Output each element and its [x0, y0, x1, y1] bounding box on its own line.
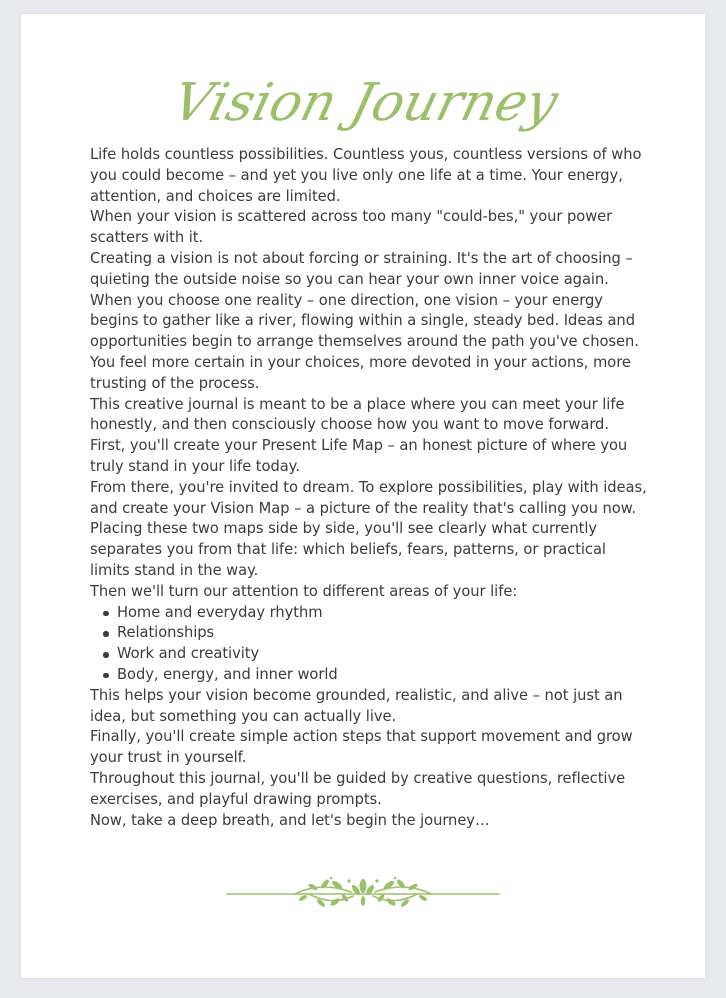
paragraph: From there, you're invited to dream. To explore possibilities, play with ideas, and create your Vision Map – a picture of the reality that's calling you now. Placing these two maps side by side, you'll see clearly what currently separates you from that life: which beliefs, fears, patterns, or practical limits stand in the way.: [90, 478, 647, 579]
list-item: Work and creativity: [117, 644, 650, 665]
paragraph: Creating a vision is not about forcing or straining. It's the art of choosing – quieting the outside noise so you can hear your own inner voice again.: [90, 249, 633, 288]
paragraph: When you choose one reality – one direction, one vision – your energy begins to gather like a river, flowing within a single, steady bed. Ideas and opportunities begin to arrange themselves around the path you've chosen. You feel more certain in your choices, more devoted in your actions, more trusting of the process.: [90, 291, 639, 392]
body-text: [90, 145, 650, 831]
paragraph: This helps your vision become grounded, realistic, and alive – not just an idea, but something you can actually live.: [90, 686, 623, 725]
paragraph: When your vision is scattered across too many "could-bes," your power scatters with it.: [90, 208, 613, 247]
paragraph: Now, take a deep breath, and let's begin the journey…: [90, 811, 490, 829]
paragraph: This creative journal is meant to be a place where you can meet your life honestly, and then consciously choose how you want to move forward.: [90, 395, 625, 434]
journal-page: [21, 14, 705, 978]
list-item: Relationships: [117, 623, 650, 644]
list-item: Body, energy, and inner world: [117, 665, 650, 686]
paragraph: Then we'll turn our attention to different areas of your life:: [90, 582, 518, 600]
closing-paragraphs: [90, 686, 650, 832]
list-item: Home and everyday rhythm: [117, 603, 650, 624]
intro-paragraphs: [90, 145, 650, 603]
leaf-vine-divider-icon: [225, 872, 501, 916]
paragraph: Finally, you'll create simple action steps that support movement and grow your trust in yourself.: [90, 728, 633, 767]
paragraph: Throughout this journal, you'll be guided by creative questions, reflective exercises, and playful drawing prompts.: [90, 769, 626, 808]
life-areas-list: [90, 603, 650, 686]
paragraph: First, you'll create your Present Life Map – an honest picture of where you truly stand in your life today.: [90, 437, 628, 475]
paragraph: Life holds countless possibilities. Countless yous, countless versions of who you could become – and yet you live only one life at a time. Your energy, attention, and choices are limited.: [90, 146, 642, 205]
page-title-text: Vision Journey: [166, 72, 564, 133]
